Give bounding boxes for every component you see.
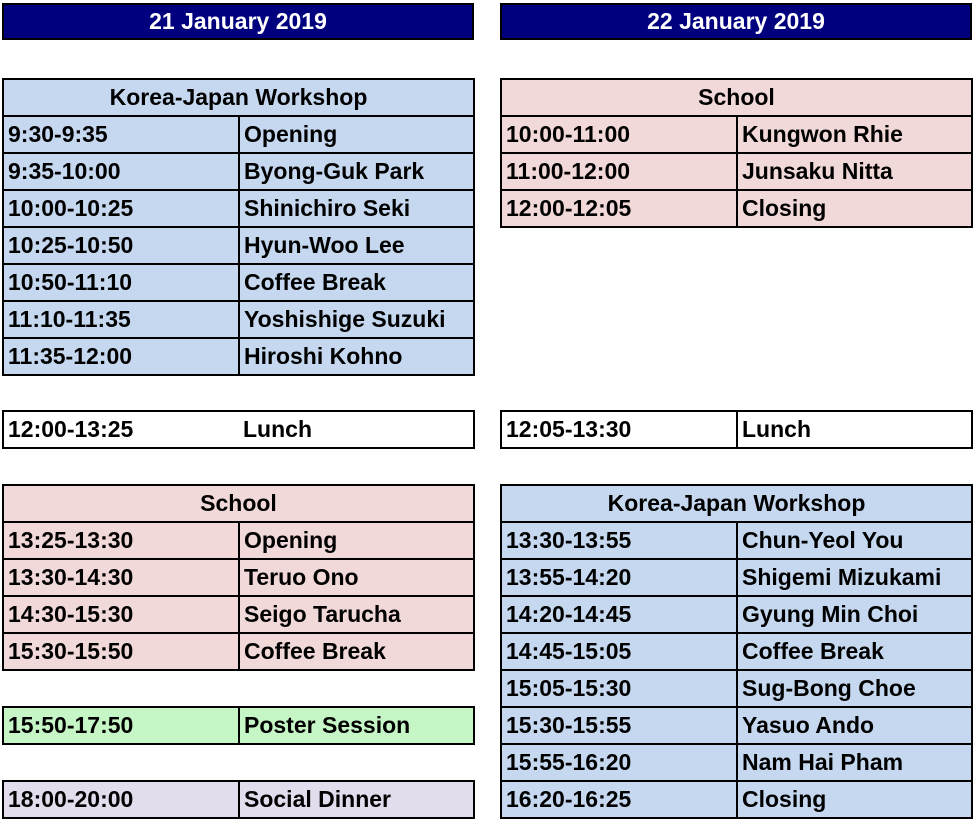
time-cell: 15:55-16:20 bbox=[502, 745, 738, 782]
schedule-row bbox=[502, 597, 973, 634]
time-cell: 15:05-15:30 bbox=[502, 671, 738, 708]
session-cell: Seigo Tarucha bbox=[240, 597, 475, 634]
schedule-row bbox=[4, 523, 475, 560]
schedule-row bbox=[502, 671, 973, 708]
session-cell: Lunch bbox=[738, 412, 973, 449]
day2-workshop-block bbox=[500, 484, 973, 819]
time-cell: 9:30-9:35 bbox=[4, 117, 240, 154]
time-cell: 12:05-13:30 bbox=[502, 412, 738, 449]
day1-poster-block bbox=[2, 706, 475, 745]
schedule-row bbox=[4, 117, 475, 154]
time-cell: 9:35-10:00 bbox=[4, 154, 240, 191]
session-cell: Closing bbox=[738, 191, 973, 228]
session-cell: Yoshishige Suzuki bbox=[240, 302, 475, 339]
schedule-row bbox=[4, 191, 475, 228]
time-cell: 12:00-13:25 bbox=[4, 412, 240, 449]
schedule-row bbox=[502, 523, 973, 560]
time-cell: 13:30-13:55 bbox=[502, 523, 738, 560]
session-cell: Coffee Break bbox=[240, 634, 475, 671]
session-cell: Junsaku Nitta bbox=[738, 154, 973, 191]
time-cell: 15:30-15:55 bbox=[502, 708, 738, 745]
schedule-row bbox=[4, 265, 475, 302]
schedule-row bbox=[4, 302, 475, 339]
session-cell: Coffee Break bbox=[738, 634, 973, 671]
session-cell: Byong-Guk Park bbox=[240, 154, 475, 191]
schedule-row bbox=[4, 339, 475, 376]
time-cell: 14:20-14:45 bbox=[502, 597, 738, 634]
session-cell: Poster Session bbox=[240, 708, 475, 745]
time-cell: 12:00-12:05 bbox=[502, 191, 738, 228]
day1-dinner-block bbox=[2, 780, 475, 819]
day2-workshop-title: Korea-Japan Workshop bbox=[502, 486, 973, 523]
session-cell: Chun-Yeol You bbox=[738, 523, 973, 560]
schedule-row bbox=[502, 634, 973, 671]
day1-school-title: School bbox=[4, 486, 475, 523]
time-cell: 16:20-16:25 bbox=[502, 782, 738, 819]
schedule-row bbox=[4, 782, 475, 819]
schedule-row bbox=[502, 154, 973, 191]
day2-date-header: 22 January 2019 bbox=[500, 3, 972, 40]
schedule-row bbox=[502, 745, 973, 782]
schedule-row bbox=[502, 117, 973, 154]
session-cell: Shinichiro Seki bbox=[240, 191, 475, 228]
day1-date-header: 21 January 2019 bbox=[2, 3, 474, 40]
schedule-row bbox=[4, 154, 475, 191]
time-cell: 15:50-17:50 bbox=[4, 708, 240, 745]
time-cell: 13:25-13:30 bbox=[4, 523, 240, 560]
time-cell: 18:00-20:00 bbox=[4, 782, 240, 819]
time-cell: 14:30-15:30 bbox=[4, 597, 240, 634]
time-cell: 10:00-10:25 bbox=[4, 191, 240, 228]
session-cell: Social Dinner bbox=[240, 782, 475, 819]
session-cell: Kungwon Rhie bbox=[738, 117, 973, 154]
schedule-row bbox=[502, 782, 973, 819]
session-cell: Hiroshi Kohno bbox=[240, 339, 475, 376]
time-cell: 15:30-15:50 bbox=[4, 634, 240, 671]
schedule-row bbox=[502, 560, 973, 597]
session-cell: Lunch bbox=[240, 412, 475, 449]
schedule-row bbox=[4, 228, 475, 265]
time-cell: 14:45-15:05 bbox=[502, 634, 738, 671]
time-cell: 10:25-10:50 bbox=[4, 228, 240, 265]
schedule-row bbox=[502, 412, 973, 449]
session-cell: Opening bbox=[240, 117, 475, 154]
session-cell: Coffee Break bbox=[240, 265, 475, 302]
time-cell: 11:35-12:00 bbox=[4, 339, 240, 376]
session-cell: Hyun-Woo Lee bbox=[240, 228, 475, 265]
day1-workshop-title: Korea-Japan Workshop bbox=[4, 80, 475, 117]
time-cell: 11:00-12:00 bbox=[502, 154, 738, 191]
day2-school-block bbox=[500, 78, 973, 228]
session-cell: Teruo Ono bbox=[240, 560, 475, 597]
time-cell: 10:00-11:00 bbox=[502, 117, 738, 154]
day1-lunch-block bbox=[2, 410, 475, 449]
session-cell: Nam Hai Pham bbox=[738, 745, 973, 782]
day1-school-block bbox=[2, 484, 475, 671]
schedule-row bbox=[502, 191, 973, 228]
schedule-row bbox=[4, 597, 475, 634]
session-cell: Shigemi Mizukami bbox=[738, 560, 973, 597]
schedule-row bbox=[502, 708, 973, 745]
day1-workshop-block bbox=[2, 78, 475, 376]
day2-school-title: School bbox=[502, 80, 973, 117]
schedule-row bbox=[4, 560, 475, 597]
session-cell: Opening bbox=[240, 523, 475, 560]
time-cell: 13:30-14:30 bbox=[4, 560, 240, 597]
session-cell: Yasuo Ando bbox=[738, 708, 973, 745]
session-cell: Gyung Min Choi bbox=[738, 597, 973, 634]
time-cell: 10:50-11:10 bbox=[4, 265, 240, 302]
session-cell: Closing bbox=[738, 782, 973, 819]
time-cell: 11:10-11:35 bbox=[4, 302, 240, 339]
schedule-row bbox=[4, 634, 475, 671]
schedule-row bbox=[4, 708, 475, 745]
day2-lunch-block bbox=[500, 410, 973, 449]
schedule-row bbox=[4, 412, 475, 449]
time-cell: 13:55-14:20 bbox=[502, 560, 738, 597]
session-cell: Sug-Bong Choe bbox=[738, 671, 973, 708]
